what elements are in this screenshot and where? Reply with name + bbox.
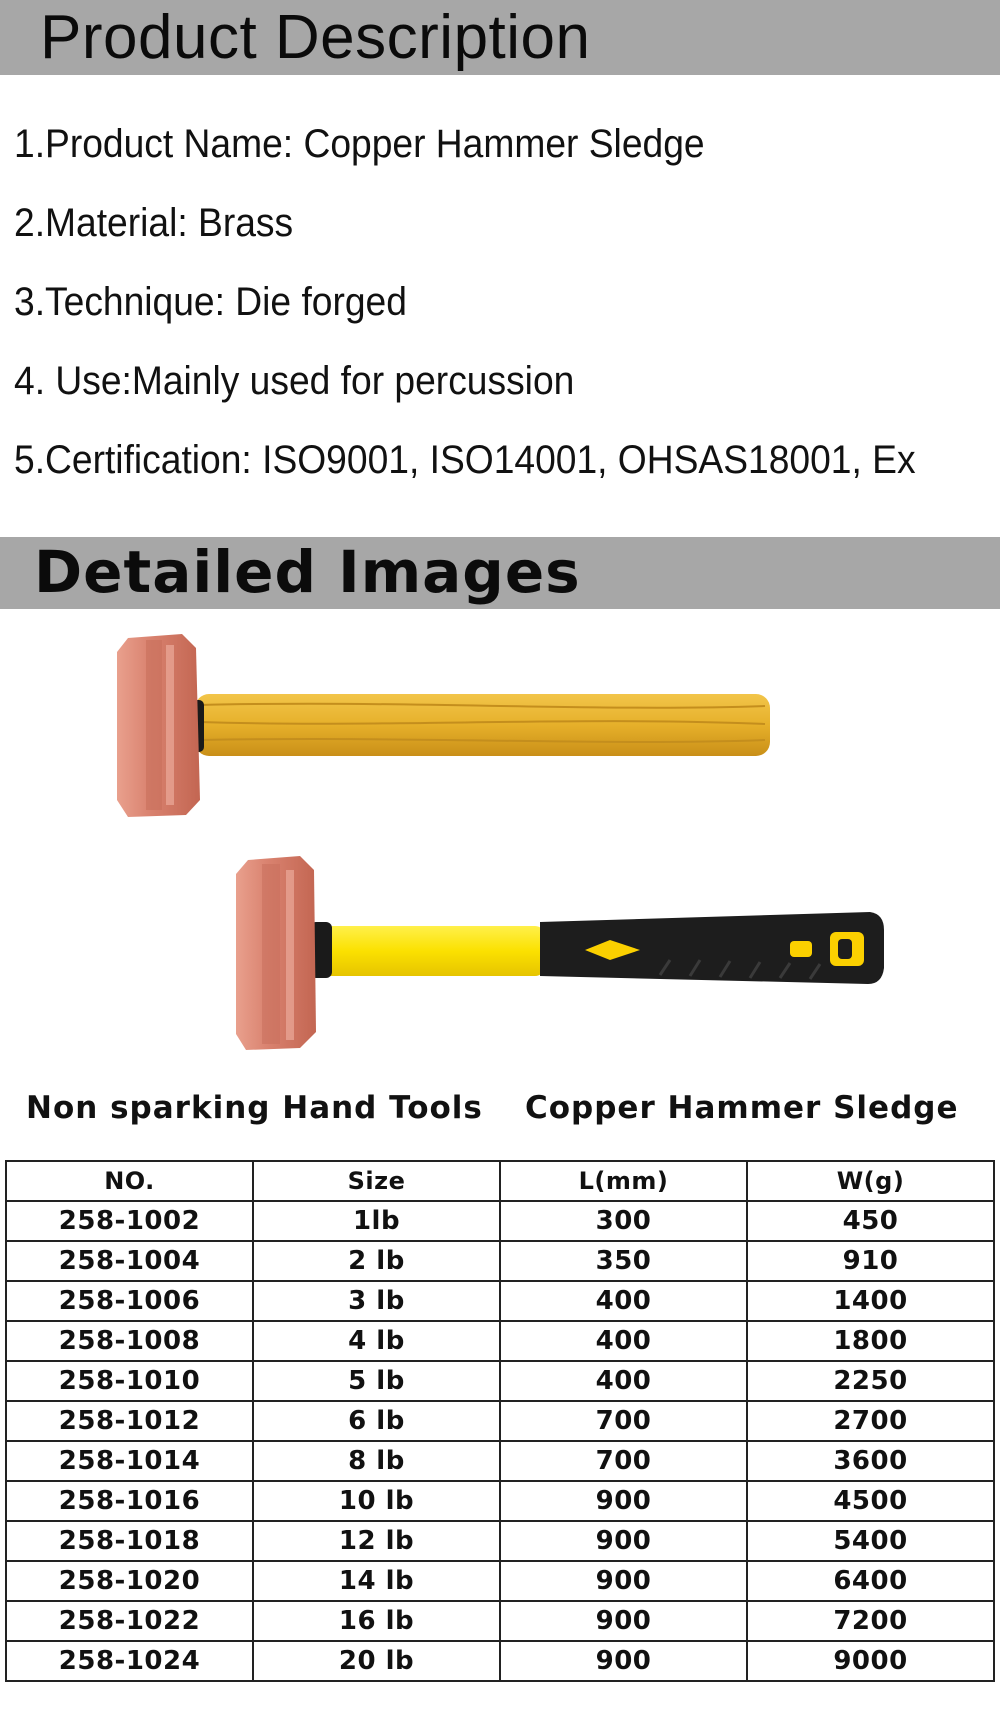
table-row xyxy=(6,1441,994,1481)
cell-no: 258-1014 xyxy=(6,1441,253,1481)
cell-no: 258-1018 xyxy=(6,1521,253,1561)
spec-list xyxy=(14,112,983,507)
cell-length: 900 xyxy=(500,1481,747,1521)
cell-length: 900 xyxy=(500,1641,747,1681)
cell-size: 20 lb xyxy=(253,1641,500,1681)
table-row xyxy=(6,1401,994,1441)
cell-no: 258-1004 xyxy=(6,1241,253,1281)
cell-weight: 2700 xyxy=(747,1401,994,1441)
cell-weight: 450 xyxy=(747,1201,994,1241)
cell-size: 8 lb xyxy=(253,1441,500,1481)
col-header-length: L(mm) xyxy=(500,1161,747,1201)
cell-length: 700 xyxy=(500,1441,747,1481)
cell-length: 900 xyxy=(500,1561,747,1601)
cell-no: 258-1016 xyxy=(6,1481,253,1521)
table-row xyxy=(6,1241,994,1281)
detailed-images-banner xyxy=(0,537,1000,609)
cell-size: 10 lb xyxy=(253,1481,500,1521)
detailed-images-heading: Detailed Images xyxy=(34,538,581,606)
cell-length: 700 xyxy=(500,1401,747,1441)
table-row xyxy=(6,1481,994,1521)
caption-right: Copper Hammer Sledge xyxy=(525,1090,959,1126)
hammer-wooden-handle-image xyxy=(117,634,770,817)
cell-no: 258-1002 xyxy=(6,1201,253,1241)
cell-no: 258-1006 xyxy=(6,1281,253,1321)
cell-no: 258-1008 xyxy=(6,1321,253,1361)
cell-length: 400 xyxy=(500,1281,747,1321)
product-images xyxy=(0,620,1000,1060)
cell-size: 6 lb xyxy=(253,1401,500,1441)
spec-item-use: 4. Use:Mainly used for percussion xyxy=(14,359,575,403)
spec-item-product-name: 1.Product Name: Copper Hammer Sledge xyxy=(14,122,705,166)
table-row xyxy=(6,1361,994,1401)
cell-length: 350 xyxy=(500,1241,747,1281)
table-header-row xyxy=(6,1161,994,1201)
table-row xyxy=(6,1561,994,1601)
cell-size: 4 lb xyxy=(253,1321,500,1361)
spec-item-material: 2.Material: Brass xyxy=(14,201,294,245)
cell-weight: 9000 xyxy=(747,1641,994,1681)
cell-weight: 1400 xyxy=(747,1281,994,1321)
product-description-banner xyxy=(0,0,1000,75)
cell-no: 258-1024 xyxy=(6,1641,253,1681)
spec-table xyxy=(5,1160,995,1682)
cell-no: 258-1010 xyxy=(6,1361,253,1401)
cell-no: 258-1022 xyxy=(6,1601,253,1641)
table-row xyxy=(6,1201,994,1241)
cell-weight: 910 xyxy=(747,1241,994,1281)
cell-weight: 1800 xyxy=(747,1321,994,1361)
cell-weight: 4500 xyxy=(747,1481,994,1521)
table-row xyxy=(6,1321,994,1361)
cell-size: 14 lb xyxy=(253,1561,500,1601)
cell-weight: 3600 xyxy=(747,1441,994,1481)
cell-length: 300 xyxy=(500,1201,747,1241)
table-body xyxy=(6,1201,994,1681)
cell-no: 258-1012 xyxy=(6,1401,253,1441)
col-header-weight: W(g) xyxy=(747,1161,994,1201)
cell-weight: 2250 xyxy=(747,1361,994,1401)
cell-size: 2 lb xyxy=(253,1241,500,1281)
cell-size: 12 lb xyxy=(253,1521,500,1561)
cell-size: 3 lb xyxy=(253,1281,500,1321)
cell-weight: 7200 xyxy=(747,1601,994,1641)
spec-item-technique: 3.Technique: Die forged xyxy=(14,280,407,324)
spec-item-certification: 5.Certification: ISO9001, ISO14001, OHSAS18001, Ex xyxy=(14,438,916,482)
table-row xyxy=(6,1521,994,1561)
table-caption xyxy=(0,1090,1000,1136)
caption-left: Non sparking Hand Tools xyxy=(26,1090,483,1126)
cell-size: 1lb xyxy=(253,1201,500,1241)
col-header-size: Size xyxy=(253,1161,500,1201)
col-header-no: NO. xyxy=(6,1161,253,1201)
cell-length: 900 xyxy=(500,1601,747,1641)
cell-weight: 5400 xyxy=(747,1521,994,1561)
cell-no: 258-1020 xyxy=(6,1561,253,1601)
cell-length: 400 xyxy=(500,1321,747,1361)
cell-size: 5 lb xyxy=(253,1361,500,1401)
hammer-fiberglass-handle-image xyxy=(236,856,884,1050)
table-row xyxy=(6,1641,994,1681)
product-description-heading: Product Description xyxy=(40,3,591,72)
table-row xyxy=(6,1281,994,1321)
cell-length: 900 xyxy=(500,1521,747,1561)
table-row xyxy=(6,1601,994,1641)
cell-size: 16 lb xyxy=(253,1601,500,1641)
cell-weight: 6400 xyxy=(747,1561,994,1601)
cell-length: 400 xyxy=(500,1361,747,1401)
